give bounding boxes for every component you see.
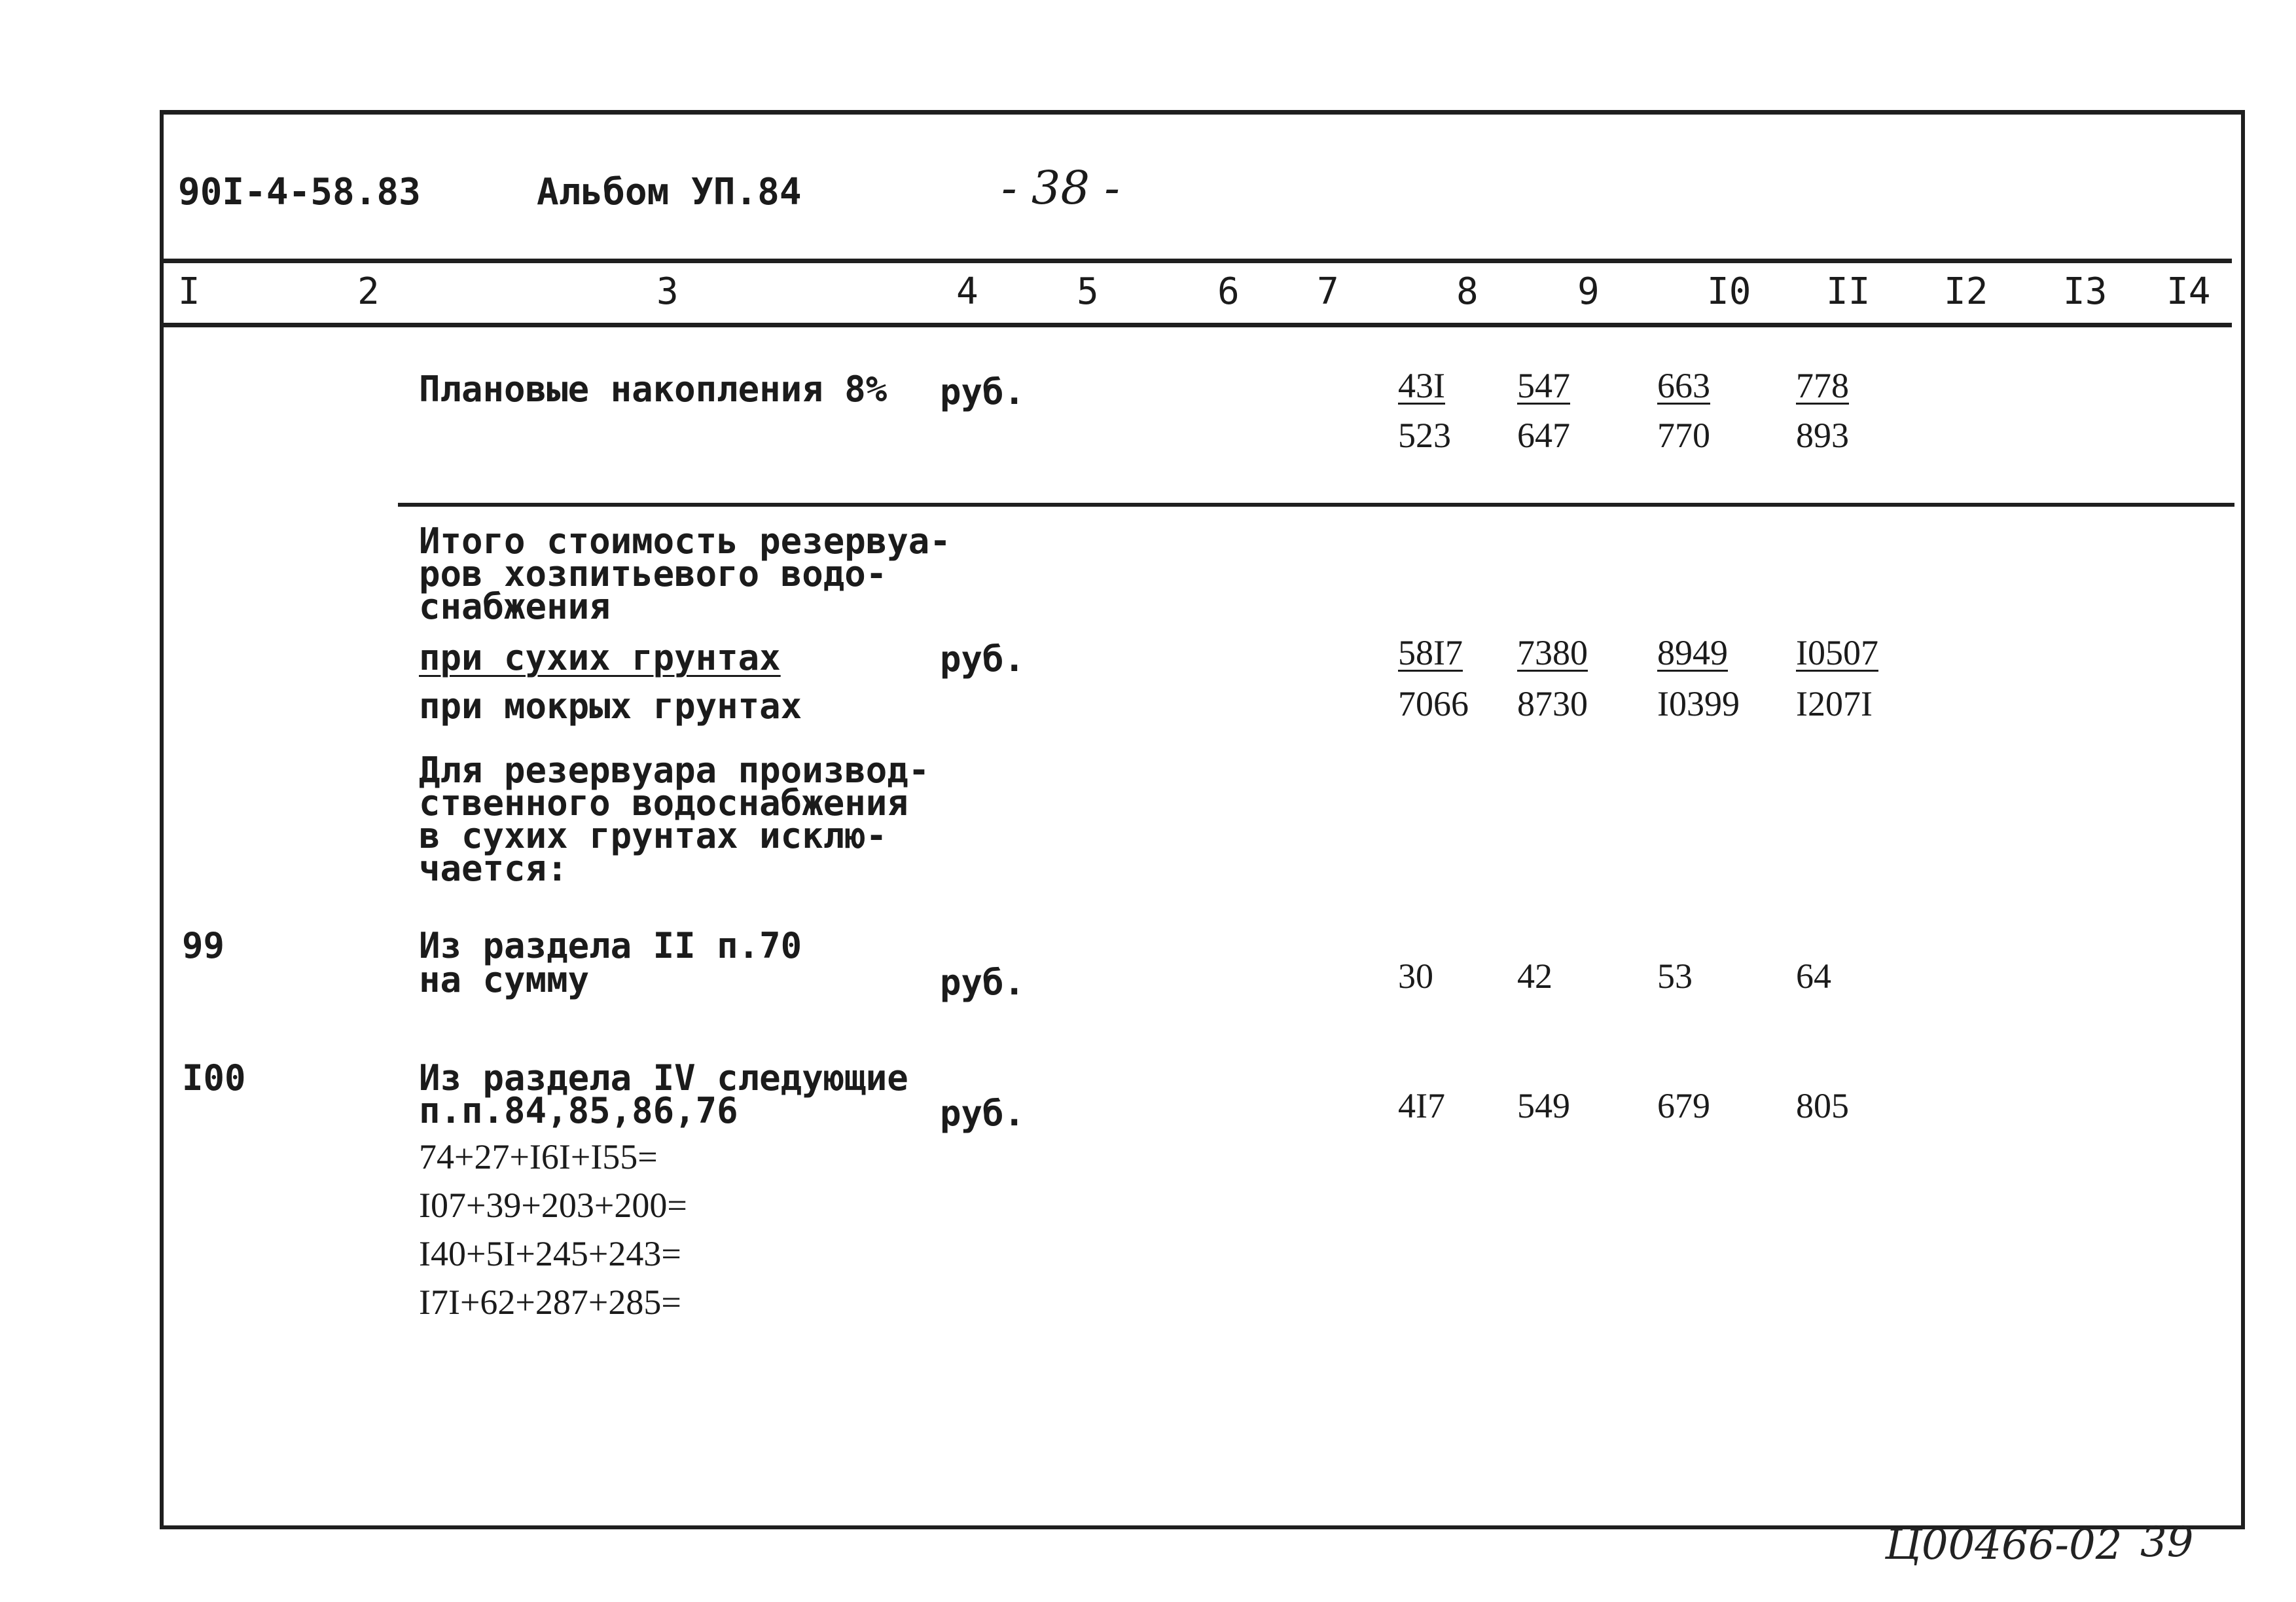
column-number: 4 [956, 270, 978, 313]
doc-code: 90I-4-58.83 [178, 171, 421, 213]
row99-value: 64 [1796, 956, 1831, 996]
column-number: I4 [2166, 270, 2211, 313]
note-line: чается: [419, 848, 568, 889]
row100-value: 805 [1796, 1086, 1849, 1125]
planned-value-bottom: 647 [1517, 416, 1570, 455]
total-wet-label: при мокрых грунтах [419, 685, 802, 727]
planned-value-top: 547 [1517, 366, 1570, 405]
column-number: 2 [357, 270, 380, 313]
column-number: I0 [1707, 270, 1751, 313]
row99-value: 42 [1517, 956, 1552, 996]
total-wet-value: 8730 [1517, 684, 1588, 723]
planned-unit: руб. [940, 371, 1026, 412]
header-rule-bottom [164, 323, 2232, 327]
total-dry-value: I0507 [1796, 633, 1878, 672]
footer-sheet: 39 [2140, 1518, 2194, 1567]
planned-value-top: 663 [1657, 366, 1710, 405]
row99-value: 53 [1657, 956, 1693, 996]
column-number: 7 [1317, 270, 1339, 313]
total-wet-value: I207I [1796, 684, 1873, 723]
planned-value-top: 778 [1796, 366, 1849, 405]
total-dry-value: 8949 [1657, 633, 1728, 672]
column-number: I3 [2063, 270, 2108, 313]
row100-formula: I7I+62+287+285= [419, 1283, 681, 1322]
column-number: 9 [1577, 270, 1600, 313]
note-line: в сухих грунтах исклю- [419, 815, 888, 856]
column-number: I2 [1944, 270, 1988, 313]
row100-value: 549 [1517, 1086, 1570, 1125]
row100-formula: I07+39+203+200= [419, 1186, 687, 1225]
total-wet-value: 7066 [1398, 684, 1469, 723]
total-label-line: Итого стоимость резервуа- [419, 520, 951, 562]
note-line: ственного водоснабжения [419, 782, 908, 824]
planned-value-bottom: 523 [1398, 416, 1451, 455]
row99-unit: руб. [940, 962, 1026, 1003]
total-dry-value: 58I7 [1398, 633, 1463, 672]
column-number: I [178, 270, 200, 313]
row99-text-line: на сумму [419, 959, 590, 1000]
planned-value-bottom: 893 [1796, 416, 1849, 455]
row-number: 99 [182, 925, 225, 966]
row100-unit: руб. [940, 1093, 1026, 1134]
row99-text-line: Из раздела II п.70 [419, 925, 802, 966]
planned-label: Плановые накопления 8% [419, 369, 888, 410]
row100-text-line: п.п.84,85,86,76 [419, 1090, 738, 1131]
column-number: 6 [1217, 270, 1240, 313]
album-label: Альбом УП.84 [537, 171, 802, 213]
header-rule-top [164, 259, 2232, 263]
planned-value-top: 43I [1398, 366, 1445, 405]
column-number: 5 [1077, 270, 1099, 313]
column-number: II [1826, 270, 1871, 313]
note-line: Для резервуара производ- [419, 750, 930, 791]
footer-code: Ц00466-02 [1885, 1521, 2123, 1569]
total-dry-value: 7380 [1517, 633, 1588, 672]
planned-value-bottom: 770 [1657, 416, 1710, 455]
total-wet-value: I0399 [1657, 684, 1740, 723]
row100-text-line: Из раздела IV следующие [419, 1057, 908, 1099]
row-number: I00 [182, 1057, 246, 1099]
row99-value: 30 [1398, 956, 1433, 996]
total-label-line: снабжения [419, 586, 611, 627]
column-number: 3 [656, 270, 679, 313]
row100-formula: 74+27+I6I+I55= [419, 1137, 658, 1176]
total-unit: руб. [940, 638, 1026, 680]
section-divider [398, 503, 2234, 507]
total-dry-label: при сухих грунтах [419, 637, 781, 678]
row100-value: 679 [1657, 1086, 1710, 1125]
row100-value: 4I7 [1398, 1086, 1445, 1125]
row100-formula: I40+5I+245+243= [419, 1234, 681, 1273]
total-label-line: ров хозпитьевого водо- [419, 553, 888, 594]
page-number: - 38 - [1001, 161, 1120, 215]
column-number: 8 [1456, 270, 1479, 313]
